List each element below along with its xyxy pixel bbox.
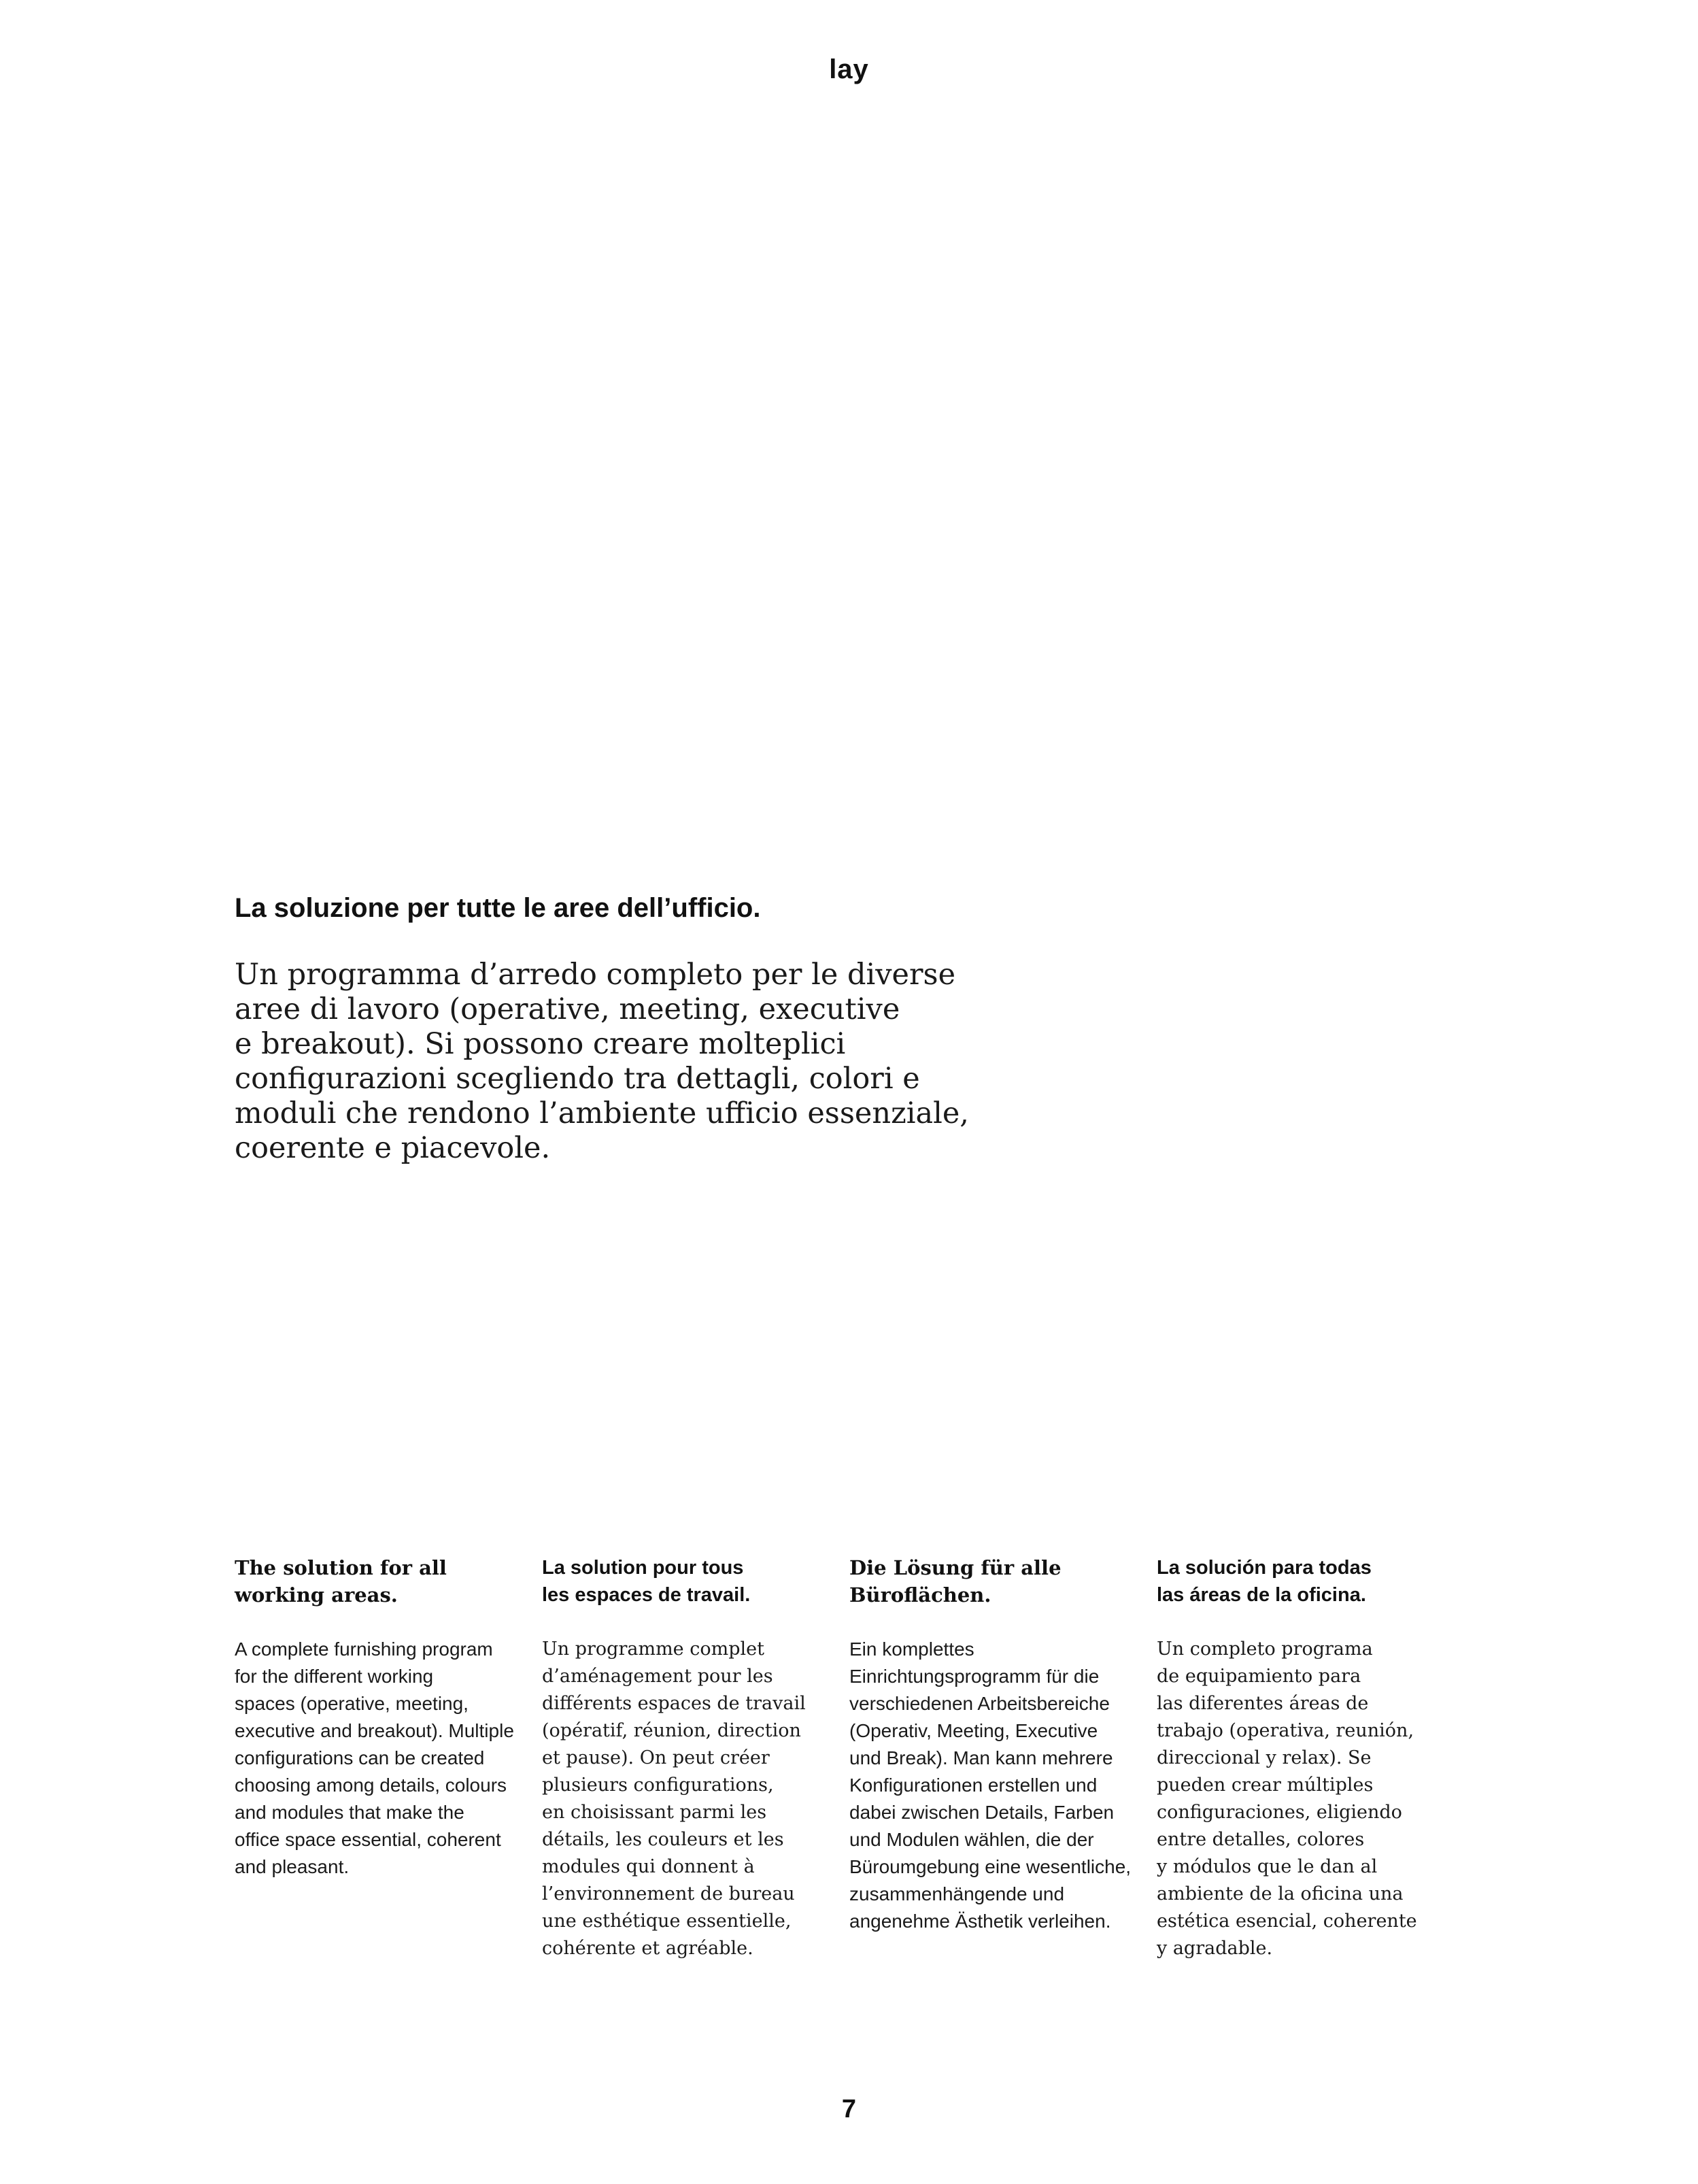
column-german — [849, 1554, 1135, 1935]
page-number: 7 — [841, 2095, 857, 2123]
column-body-spanish: Un completo programa de equipamiento para las diferentes áreas de trabajo (operativa, reunión, direccional y relax). Se pueden crear múltiples configuraciones, eligiendo entre detalles, colores y módulos que le dan al ambiente de la oficina una estética esencial, coherente y agradable. — [1157, 1639, 1417, 1959]
column-french — [542, 1554, 828, 1962]
column-body-french: Un programme complet d’aménagement pour les différents espaces de travail (opératif, réunion, direction et pause). On peut créer plusieurs configurations, en choisissant parmi les détails, les couleurs et les modules qui donnent à l’environnement de bureau une esthétique essentielle, cohérente et agréable. — [542, 1639, 806, 1959]
column-english — [235, 1554, 520, 1881]
column-title-spanish: La solución para todas las áreas de la oficina. — [1157, 1557, 1372, 1606]
column-title-english: The solution for all working areas. — [235, 1556, 447, 1607]
brand-logo: lay — [829, 54, 869, 84]
column-title-french: La solution pour tous les espaces de travail. — [542, 1557, 751, 1606]
column-body-english: A complete furnishing program for the different working spaces (operative, meeting, executive and breakout). Multiple configurations can be created choosing among details, colours and modules that make the office space essential, coherent and pleasant. — [235, 1639, 514, 1877]
column-body-german: Ein komplettes Einrichtungsprogramm für die verschiedenen Arbeitsbereiche (Operativ, Meeting, Executive und Break). Man kann mehrere Konfigurationen erstellen und dabei zwischen Details, Farben und Modulen wählen, die der Büroumgebung eine wesentliche, zusammenhängende und angenehme Ästhetik verleihen. — [849, 1639, 1132, 1932]
intro-body: Un programma d’arredo completo per le diverse aree di lavoro (operative, meeting, executive e breakout). Si possono creare molteplici configurazioni scegliendo tra dettagli, colori e moduli che rendono l’ambiente ufficio essenziale, coerente e piacevole. — [235, 958, 969, 1165]
column-title-german: Die Lösung für alle Büroflächen. — [849, 1556, 1062, 1607]
column-spanish — [1157, 1554, 1442, 1962]
intro-title: La soluzione per tutte le aree dell’ufficio. — [235, 893, 761, 923]
intro-section — [235, 888, 983, 1166]
